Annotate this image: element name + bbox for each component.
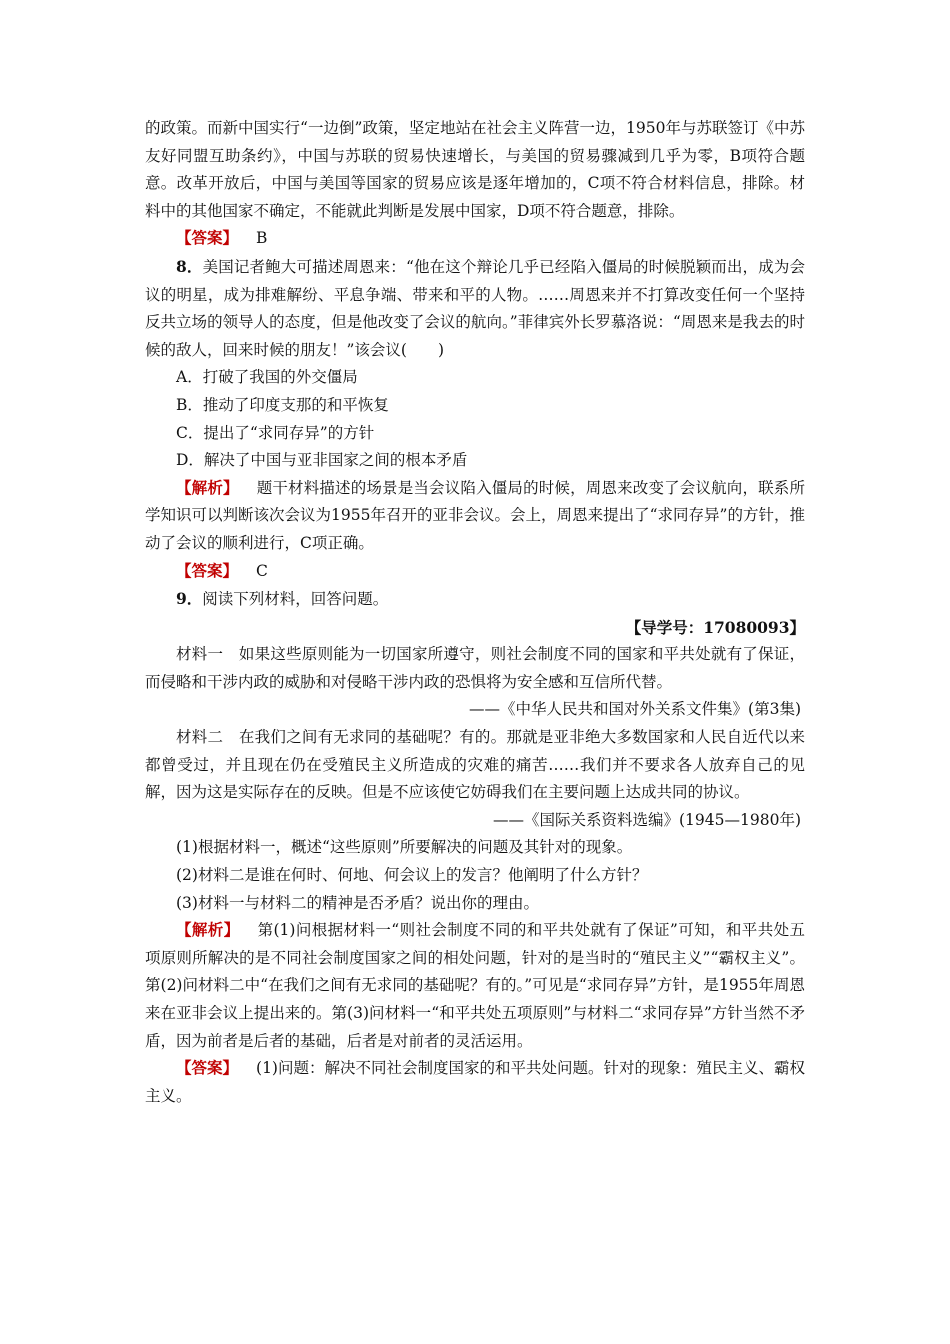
sub-question-3: (3)材料一与材料二的精神是否矛盾？说出你的理由。 bbox=[176, 893, 539, 912]
answer-8 bbox=[145, 558, 805, 586]
document-page bbox=[145, 115, 805, 1110]
sub-question-2: (2)材料二是谁在何时、何地、何会议上的发言？他阐明了什么方针？ bbox=[176, 866, 648, 885]
analysis-9 bbox=[145, 917, 805, 1055]
question-number: 8． bbox=[176, 256, 203, 276]
answer-9 bbox=[145, 1055, 805, 1110]
question-text: 美国记者鲍大可描述周恩来：“他在这个辩论几乎已经陷入僵局的时候脱颖而出，成为会议的明星，成为排难解纷、平息争端、带来和平的人物。……周恩来并不打算改变任何一个坚持反共立场的领导人的态度，但是他改变了会议的航向。”菲律宾外长罗慕洛说：“周恩来是我去的时候的敌人，回来时候的朋友！”该会议( ) bbox=[145, 257, 805, 359]
answer-7 bbox=[145, 225, 805, 253]
option-a: A．打破了我国的外交僵局 bbox=[176, 368, 358, 387]
material-2-source: ——《国际关系资料选编》(1945—1980年) bbox=[493, 810, 801, 829]
material-1-source: ——《中华人民共和国对外关系文件集》(第3集) bbox=[469, 700, 801, 719]
answer-tag: 【答案】 bbox=[176, 561, 239, 580]
question-8 bbox=[145, 253, 805, 364]
answer-value: B bbox=[256, 229, 268, 248]
analysis-text: 题干材料描述的场景是当会议陷入僵局的时候，周恩来改变了会议航向，联系所学知识可以判断该次会议为1955年召开的亚非会议。会上，周恩来提出了“求同存异”的方针，推动了会议的顺利进行，C项正确。 bbox=[145, 478, 805, 552]
answer-value: C bbox=[256, 561, 268, 580]
analysis-tag: 【解析】 bbox=[176, 921, 240, 940]
analysis-text: 第(1)问根据材料一“则社会制度不同的和平共处就有了保证”可知，和平共处五项原则所解决的是不同社会制度国家之间的相处问题，针对的是当时的“殖民主义”“霸权主义”。第(2)问材料二中“在我们之间有无求同的基础呢？有的。”可见是“求同存异”方针，是1955年周恩来在亚非会议上提出来的。第(3)问材料一“和平共处五项原则”与材料二“求同存异”方针当然不矛盾，因为前者是后者的基础，后者是对前者的灵活运用。 bbox=[145, 921, 805, 1050]
answer-tag: 【答案】 bbox=[176, 229, 239, 248]
answer-value: (1)问题：解决不同社会制度国家的和平共处问题。针对的现象：殖民主义、霸权主义。 bbox=[145, 1059, 805, 1105]
option-b: B．推动了印度支那的和平恢复 bbox=[176, 395, 389, 414]
answer-tag: 【答案】 bbox=[176, 1059, 239, 1078]
guide-number: 【导学号：17080093】 bbox=[625, 617, 805, 637]
prev-analysis-text: 的政策。而新中国实行“一边倒”政策，坚定地站在社会主义阵营一边，1950年与苏联签订《中苏友好同盟互助条约》，中国与苏联的贸易快速增长，与美国的贸易骤减到几乎为零，B项符合题意。改革开放后，中国与美国等国家的贸易应该是逐年增加的，C项不符合材料信息，排除。材料中的其他国家不确定，不能就此判断是发展中国家，D项不符合题意，排除。 bbox=[145, 119, 805, 220]
analysis-tag: 【解析】 bbox=[176, 478, 239, 497]
sub-question-1: (1)根据材料一，概述“这些原则”所要解决的问题及其针对的现象。 bbox=[176, 838, 633, 857]
question-text: 阅读下列材料，回答问题。 bbox=[202, 590, 389, 609]
option-d: D．解决了中国与亚非国家之间的根本矛盾 bbox=[176, 451, 468, 470]
question-9 bbox=[145, 585, 805, 614]
material-1: 材料一 如果这些原则能为一切国家所遵守，则社会制度不同的国家和平共处就有了保证，而侵略和干涉内政的威胁和对侵略干涉内政的恐惧将为安全感和互信所代替。 bbox=[145, 645, 805, 691]
material-2: 材料二 在我们之间有无求同的基础呢？有的。那就是亚非绝大多数国家和人民自近代以来都曾受过，并且现在仍在受殖民主义所造成的灾难的痛苦……我们并不要求各人放弃自己的见解，因为这是实际存在的反映。但是不应该使它妨碍我们在主要问题上达成共同的协议。 bbox=[145, 728, 805, 802]
option-c: C．提出了“求同存异”的方针 bbox=[176, 423, 375, 442]
analysis-8 bbox=[145, 475, 805, 558]
question-number: 9． bbox=[176, 589, 203, 609]
